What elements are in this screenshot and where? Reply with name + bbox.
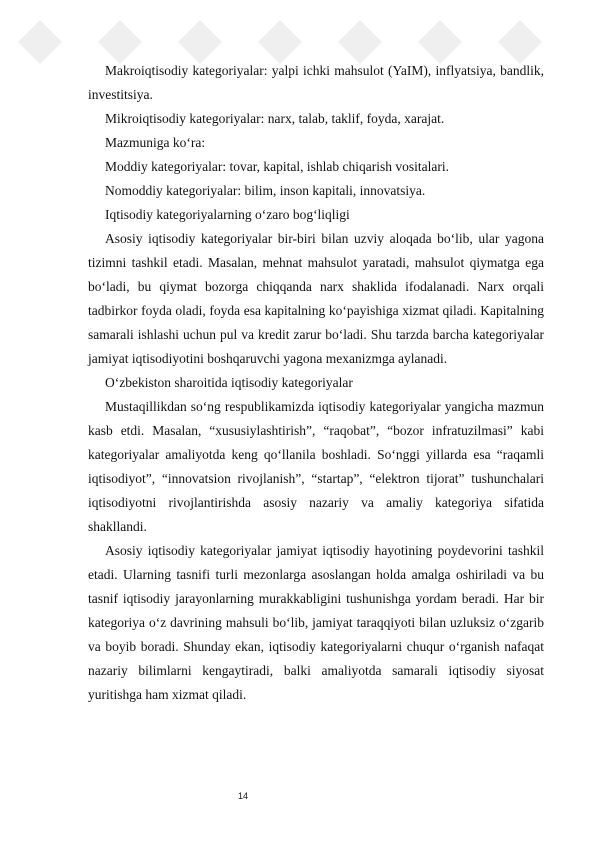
- paragraph-macro-categories: Makroiqtisodiy kategoriyalar: yalpi ichki mahsulot (YaIM), inflyatsiya, bandlik, investitsiya.: [88, 63, 544, 102]
- paragraph-material-categories: Moddiy kategoriyalar: tovar, kapital, ishlab chiqarish vositalari.: [105, 159, 449, 174]
- paragraph-uzbekistan: Mustaqillikdan so‘ng respublikamizda iqtisodiy kategoriyalar yangicha mazmun kasb etdi. Masalan, “xususiylashtirish”, “raqobat”, “bozor infratuzilmasi” kabi kategoriyalar amaliyotda keng qo‘llanila boshladi. So‘nggi yillarda esa “raqamli iqtisodiyot”, “innovatsion rivojlanish”, “startap”, “elektron tijorat” tushunchalari iqtisodiyotni rivojlantirishda asosiy nazariy va amaliy kategoriya sifatida shakllandi.: [88, 399, 544, 534]
- paragraph-interrelation: Asosiy iqtisodiy kategoriyalar bir-biri bilan uzviy aloqada bo‘lib, ular yagona tizimni tashkil etadi. Masalan, mehnat mahsulot yaratadi, mahsulot qiymatga ega bo‘ladi, bu qiymat bozorga chiqqanda narx shaklida ifodalanadi. Narx orqali tadbirkor foyda oladi, foyda esa kapitalning ko‘payishiga xizmat qiladi. Kapitalning samarali ishlashi uchun pul va kredit zarur bo‘ladi. Shu tarzda barcha kategoriyalar jamiyat iqtisodiyotini boshqaruvchi yagona mexanizmga aylanadi.: [88, 231, 544, 366]
- page-number: 14: [238, 791, 249, 801]
- document-body: [88, 59, 544, 707]
- paragraph-by-content-heading: Mazmuniga ko‘ra:: [105, 135, 206, 150]
- paragraph-micro-categories: Mikroiqtisodiy kategoriyalar: narx, talab, taklif, foyda, xarajat.: [105, 111, 445, 126]
- paragraph-conclusion: Asosiy iqtisodiy kategoriyalar jamiyat iqtisodiy hayotining poydevorini tashkil etadi. Ularning tasnifi turli mezonlarga asoslangan holda amalga oshiriladi va bu tasnif iqtisodiy jarayonlarning murakkabligini tushunishga yordam beradi. Har bir kategoriya o‘z davrining mahsuli bo‘lib, jamiyat taraqqiyoti bilan uzluksiz o‘zgarib va boyib boradi. Shunday ekan, iqtisodiy kategoriyalarni chuqur o‘rganish nafaqat nazariy bilimlarni kengaytiradi, balki amaliyotda samarali iqtisodiy siyosat yuritishga ham xizmat qiladi.: [88, 543, 544, 702]
- paragraph-nonmaterial-categories: Nomoddiy kategoriyalar: bilim, inson kapitali, innovatsiya.: [105, 183, 426, 198]
- section-heading-interrelation: Iqtisodiy kategoriyalarning o‘zaro bog‘liqligi: [105, 207, 350, 222]
- section-heading-uzbekistan: O‘zbekiston sharoitida iqtisodiy kategoriyalar: [105, 375, 353, 390]
